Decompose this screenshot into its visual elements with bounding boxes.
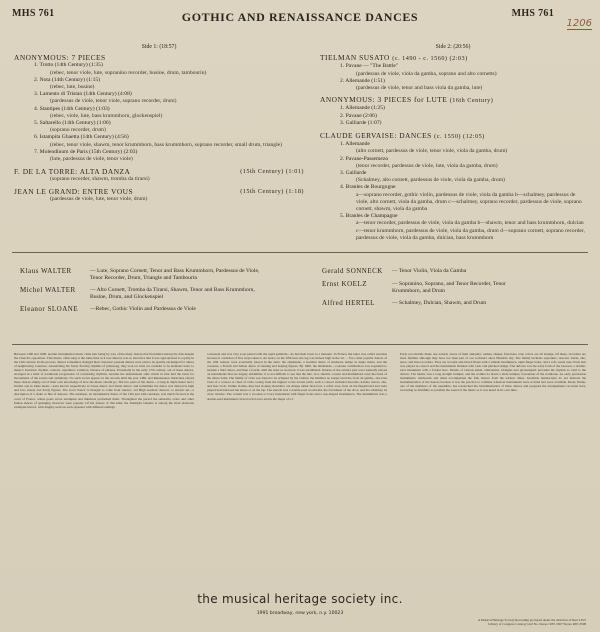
- track-title: 2. Pavane-Passemezo: [340, 155, 389, 162]
- liner-notes-column-3: Early woodwinds make one acutely aware of their antiquity: names, shapes, functions, tone colors are all strange. Of these, recorders are most familiar although they have not been part of our orchestra since Handel's day. The family includes sopranino, descant, treble, alto, tenor, and bass recorders. They are wooden end-blown flutes with a whistle mouthpiece, eight finger holes, and a soft, sweet tone. Each size was played in consort and the instruments blended with viols and plucked strings. The dulcian was the early form of the bassoon, a double-reed instrument with a folded bore. Drums of various kinds, tambourins, triangles and glockenspiel provided the rhythm so vital to the dances. The busine was a long straight trumpet, and the tromba da tirarsi a slide trumpet, forerunner of the trombone. As early percussion instruments, tambourin and drum accompanied the folk dances from the earliest times. Available manuscripts do not indicate the instrumentation of the dances because it was the practice to combine whatever instruments were at hand and were available. Klaus Walter, one of the members of the ensemble, has researched the instrumentation of these dances and prepared the arrangements recorded here, recreating as faithfully as possible the sound of the music as it was heard in its own time.: [400, 352, 586, 393]
- track-instruments: (rebec, lute, busine): [50, 84, 95, 91]
- track-title: 1. Allemande: [340, 141, 370, 148]
- track-instruments: (Schalmey, alto cornett, pardessus de viole, viola da gamba, drum): [356, 177, 505, 184]
- anonymous-track-3: [34, 91, 304, 105]
- anonymous-track-4: [34, 106, 304, 120]
- side-1-listing: [14, 44, 304, 203]
- gervaise-track-2: [340, 156, 586, 170]
- performer-name: Alfred HERTEL: [322, 299, 375, 307]
- lute-track-1: [340, 105, 586, 112]
- track-instruments: (soprano recorder, drum): [50, 127, 106, 134]
- divider-top: [12, 252, 588, 253]
- performers-left: [20, 268, 310, 319]
- side-2-listing: [320, 44, 586, 242]
- production-credit: A Musical Heritage Society Recording produced under the direction of Kurt LIST Library of Congress Catalog Card No. Stereo: R67-3507 Stereo R67-3508: [477, 617, 586, 626]
- de-la-torre-instruments: (soprano recorder, shawm, tromba da tirarsi): [50, 176, 150, 183]
- performer: [322, 300, 588, 308]
- anonymous-track-6: [34, 134, 304, 148]
- track-title: 3. Galliarde (1:07): [340, 119, 382, 126]
- lute-pieces-heading: ANONYMOUS: 3 PIECES for LUTE (16th Century): [320, 95, 494, 105]
- lute-track-3: [340, 120, 586, 127]
- track-instruments: a—soprano recorder, gothic violin, pardessus de viole, viola da gamba b—schalmey, pardessus de viole, alto cornett, viola da gamba, drum c—schalmey, soprano recorder, pardessus de viole, soprano cornett, shawm, viola da gamba: [356, 191, 582, 213]
- track-title: 4. Branles de Bourgogne: [340, 184, 396, 191]
- track-title: 7. Molendinum de Paris (15th Century) (2:03): [34, 148, 138, 155]
- performer-instruments: — Schalmey, Dulcian, Shawm, and Drum: [392, 300, 487, 306]
- susato-track-1: [340, 63, 586, 77]
- track-instruments: (rebec, viole, lute, bass krummhorn, glockenspiel): [50, 112, 163, 119]
- divider-bottom: [12, 344, 588, 345]
- track-title: 1. Trotto (14th Century) (1:35): [34, 62, 103, 69]
- le-grand-heading: JEAN LE GRAND: ENTRE VOUS (15th Century) (1:18): [14, 186, 304, 196]
- performer: [20, 287, 310, 301]
- track-title: 2. Allemande (1:51): [340, 77, 385, 84]
- track-title: 5. Saltarello (14th Century) (1:06): [34, 120, 111, 127]
- anonymous-track-1: [34, 62, 304, 76]
- performer-name: Eleanor SLOANE: [20, 305, 79, 313]
- track-instruments: (pardessus de viole, tenor viole, soprano recorder, drum): [50, 98, 177, 105]
- performer: [20, 306, 310, 314]
- track-title: 1. Pavane — "The Battle": [340, 63, 399, 70]
- track-instruments: (rebec, tenor viole, shawm, tenor krummhorn, bass krummhorn, soprano recorder, small drum, triangle): [50, 141, 283, 148]
- performer-instruments: — Tenor Violin, Viola da Gamba: [392, 268, 467, 274]
- society-address: 1991 broadway, new york, n.y. 10023: [256, 611, 344, 616]
- track-title: 3. Gaillarde: [340, 170, 367, 177]
- de-la-torre-heading: F. DE LA TORRE: ALTA DANZA (15th Century) (1:01): [14, 167, 304, 177]
- performer-name: Gerald SONNECK: [322, 267, 383, 275]
- gervaise-track-1: [340, 141, 586, 155]
- gervaise-track-3: [340, 170, 586, 184]
- anonymous-track-7: [34, 149, 304, 163]
- performers-right: [322, 268, 588, 313]
- performer-instruments: — Sopranino, Soprano, and Tenor Recorder, Tenor Krummhorn, and Drum: [392, 281, 506, 294]
- gervaise-track-5: [340, 213, 586, 242]
- performer-name: Klaus WALTER: [20, 267, 72, 275]
- performer-name: Michel WALTER: [20, 286, 76, 294]
- performer-instruments: —Rebec, Gothic Violin and Pardessus de Viole: [90, 306, 196, 312]
- le-grand-instruments: (pardessus de viole, lute, tenor viole, drum): [50, 195, 148, 202]
- track-title: 2. Nota (14th Century) (1:15): [34, 76, 101, 83]
- performer-instruments: — Alto Cornett, Tromba da Tirarsi, Shawm, Tenor and Bass Krummhorn, Busine, Drum, and Glockenspiel: [90, 287, 255, 300]
- liner-notes-column-2: a measure and was very soon paired with the rapid galliarde—he had their basic to a measure. In France, the latter was called tourdion because it consisted of five steps taken to six beats; on the fifth beat, the leg was kicked high in the air. . . Two other popular dances of the 16th century were eventually placed in the suite: the allemande, a German dance of moderate tempo in duple meter, and the courante, a French and Italian dance of running and leaping figures. By 1600, the allemande—courante combination was expanded to include a third dance, and then a fourth, until the suite as we know it was established. Dances of the century past were naturally played on instruments that are largely unfamiliar; it is not difficult to see that the lute, viol, shawm, cornett and krummhorn were the basis of the dance band. The family of viols was found to be eclipsed by the violins; the member no longer used the viola da gamba—the bass viola of a consort or chest of viols. Going from the highest to the lowest pitch, such a consort included descants, trebles, tenors, alto, and bass viols. Unlike violins, they had sloping shoulders, six strings rather than four, a softer tone, frets on the fingerboard and were played held between the knees or on the lap. The shawm was a double-reed woodwind, the forerunner of the oboe, and the schalmey its close relative. The cornett was a wooden or ivory instrument with finger holes and a cup-shaped mouthpiece. The krummhorn was a double-reed instrument curved at its lower end in the shape of a J.: [207, 352, 387, 401]
- track-title: 1. Allemande (1:25): [340, 105, 385, 112]
- gervaise-heading: CLAUDE GERVAISE: DANCES (c. 1550) (12:05): [320, 131, 485, 141]
- liner-notes-column-1: Between 1300 and 1600, secular instrumental music came into being by way of the many dances that flourished among the folk despite the Church's opposition. This music, often sung at the same time as it was danced, was so attractive that it was appropriated to royalty in the 14th century. In the process, dances sometimes changed their character: peasant dances were said to be prettily exchanged for others of neighboring countries. Abandoning the freely flowing rhythms of plainsong, they took on what we consider to be elements basic to music's structure: rhythm, contrast, repetition, variation, balance of phrases. Eventually in the early 17th century, out of these dances, arranged in a kind of traditional progression of contrasting rhythms, became the instrumental suite which in turn laid the basis for movements of the sonata and symphony. No such scores appear on the records until the year 1480, and Renaissance musicians played these dances simply out of their own knowledge of how the music should go. The two parts of the dance—a song in duple meter and a livelier one in triple meter—were known respectively as 'basse dance' and 'haute dance', and sometimes the dance was danced in high and low, stately and lively figures. The word 'dance' is thought to come from 'danser', old High German 'danson', to stretch out—a description of a chain or line of dancers. The estampie, an instrumental dance of the 13th and 14th centuries, was much favored at the court of France, where poets wrote estampies and minstrels performed them. Throughout the period the saltarello, trotto and other Italian dances of springing character were popular. Of the dances of this kind, the Istampita Ghaetta is among the most elaborate examples known, with lengthy sections each repeated with different endings.: [14, 352, 194, 409]
- susato-track-2: [340, 78, 586, 92]
- track-instruments: a—tenor recorder, pardessus de viole, viola da gamba b—shawm, tenor and bass krummhorn, dulcian c—tenor krummhorn, pardessus de viole, viola da gamba, drum d—soprano cornett, soprano recorder, pardessus de viole, viola da gamba, dulcian, bass krummhorn: [356, 220, 585, 241]
- track-instruments: (pardessus de viole, viola da gamba, soprano and alto cornetts): [356, 70, 497, 77]
- track-title: 3. Lamento di Tristan (14th Century) (4:08): [34, 91, 132, 98]
- susato-heading: TIELMAN SUSATO (c. 1490 - c. 1560) (2:03): [320, 53, 468, 63]
- track-title: 4. Stantipes (14th Century) (1:03): [34, 105, 110, 112]
- track-instruments: (pardessus de viole, tenor and bass viola da gamba, lute): [356, 85, 483, 92]
- side-2-heading: Side 2: (20:56): [435, 44, 471, 50]
- catalog-number-right: MHS 761: [511, 8, 554, 19]
- anonymous-track-5: [34, 120, 304, 134]
- performer: [20, 268, 310, 282]
- performer-instruments: — Lute, Soprano Cornett, Tenor and Bass Krummhorn, Pardessus de Viole, Tenor Recorder, Drum, Triangle and Tambourin: [90, 268, 260, 281]
- lute-track-2: [340, 113, 586, 120]
- side-1-heading: Side 1: (18:57): [141, 44, 177, 50]
- track-title: 5. Branles de Champagne: [340, 213, 398, 220]
- track-instruments: (rebec, tenor viole, lute, sopranino recorder, busine, drum, tambourin): [50, 69, 207, 76]
- performer: [322, 268, 588, 276]
- track-instruments: (tenor recorder, pardessus de viole, lute, viola da gamba, drum): [356, 162, 498, 169]
- page-title: GOTHIC AND RENAISSANCE DANCES: [181, 10, 419, 24]
- anonymous-track-2: [34, 77, 304, 91]
- track-title: 6. Istampita Ghaetta (14th Century) (4:56): [34, 134, 129, 141]
- track-title: 2. Pavane (2:06): [340, 112, 377, 119]
- performer-name: Ernst KOELZ: [322, 280, 367, 288]
- society-name: the musical heritage society inc.: [197, 592, 403, 606]
- handwritten-number: 1206: [566, 18, 592, 29]
- gervaise-track-4: [340, 184, 586, 213]
- anonymous-7-pieces-heading: ANONYMOUS: 7 PIECES: [14, 53, 106, 63]
- track-instruments: (lute, pardessus de viole, tenor viole): [50, 156, 133, 163]
- performer: [322, 281, 588, 295]
- track-instruments: (alto cornett, pardessus de viole, tenor viole, viola da gamba, drum): [356, 148, 508, 155]
- catalog-number-left: MHS 761: [12, 8, 55, 19]
